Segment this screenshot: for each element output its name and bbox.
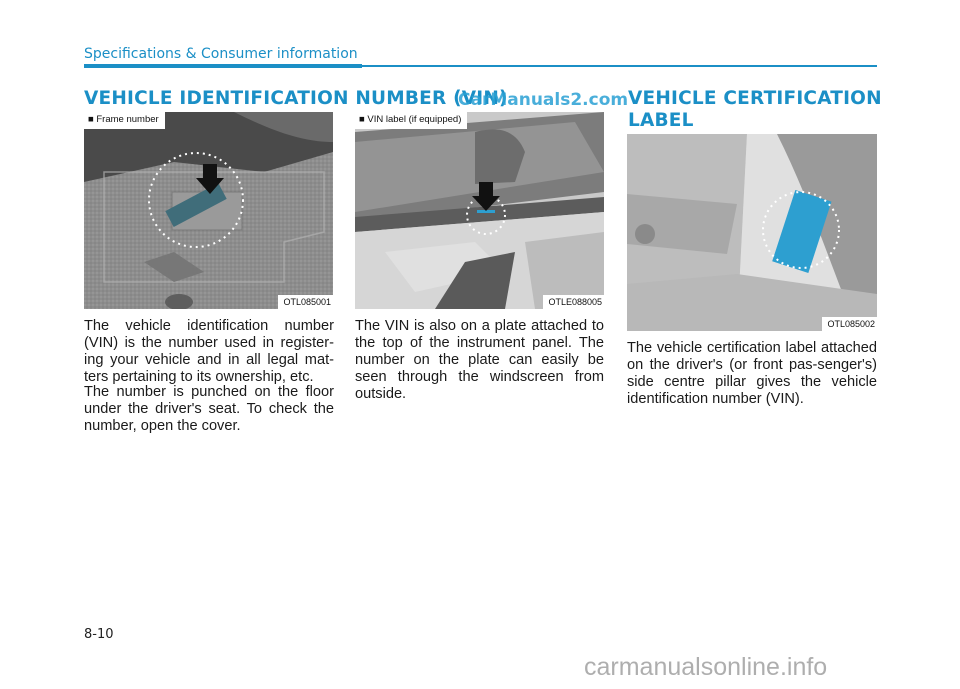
header-rule-accent — [84, 64, 362, 68]
cert-paragraph: The vehicle certification label attached on the driver's (or front pas-senger's) side centre pillar gives the vehicle identification number (VIN). — [627, 340, 877, 407]
cert-heading-line1: VEHICLE CERTIFICATION — [628, 88, 882, 109]
cert-heading-line2: LABEL — [628, 110, 694, 131]
pillar-illustration — [627, 134, 877, 331]
vin-paragraph-2: The number is punched on the floor under the driver's seat. To check the number, open the cover. — [84, 384, 334, 434]
figure-code: OTL085002 — [822, 317, 877, 331]
vin-label-figure — [355, 112, 604, 309]
vin-label-caption: ■ VIN label (if equipped) — [355, 112, 467, 129]
certification-label-figure — [627, 134, 877, 331]
site-watermark[interactable]: CarManuals2.com — [458, 90, 629, 110]
windscreen-illustration — [355, 112, 604, 309]
header-rule — [362, 65, 877, 67]
frame-number-figure — [84, 112, 333, 309]
footer-watermark[interactable]: carmanualsonline.info — [584, 653, 828, 681]
vin-paragraph-3: The VIN is also on a plate attached to the top of the instrument panel. The number on the plate can easily be seen through the windscreen from outside. — [355, 318, 604, 402]
vin-paragraph-1: The vehicle identification number (VIN) is the number used in register-ing your vehicle and in all legal mat-ters pertaining to its ownership, etc. — [84, 318, 334, 385]
section-title: Specifications & Consumer information — [84, 46, 358, 62]
frame-number-label: ■ Frame number — [84, 112, 165, 129]
vin-heading: VEHICLE IDENTIFICATION NUMBER (VIN) — [84, 88, 508, 109]
figure-code: OTLE088005 — [543, 295, 604, 309]
page-number: 8-10 — [84, 627, 114, 642]
figure-code: OTL085001 — [278, 295, 333, 309]
floor-illustration — [84, 112, 333, 309]
